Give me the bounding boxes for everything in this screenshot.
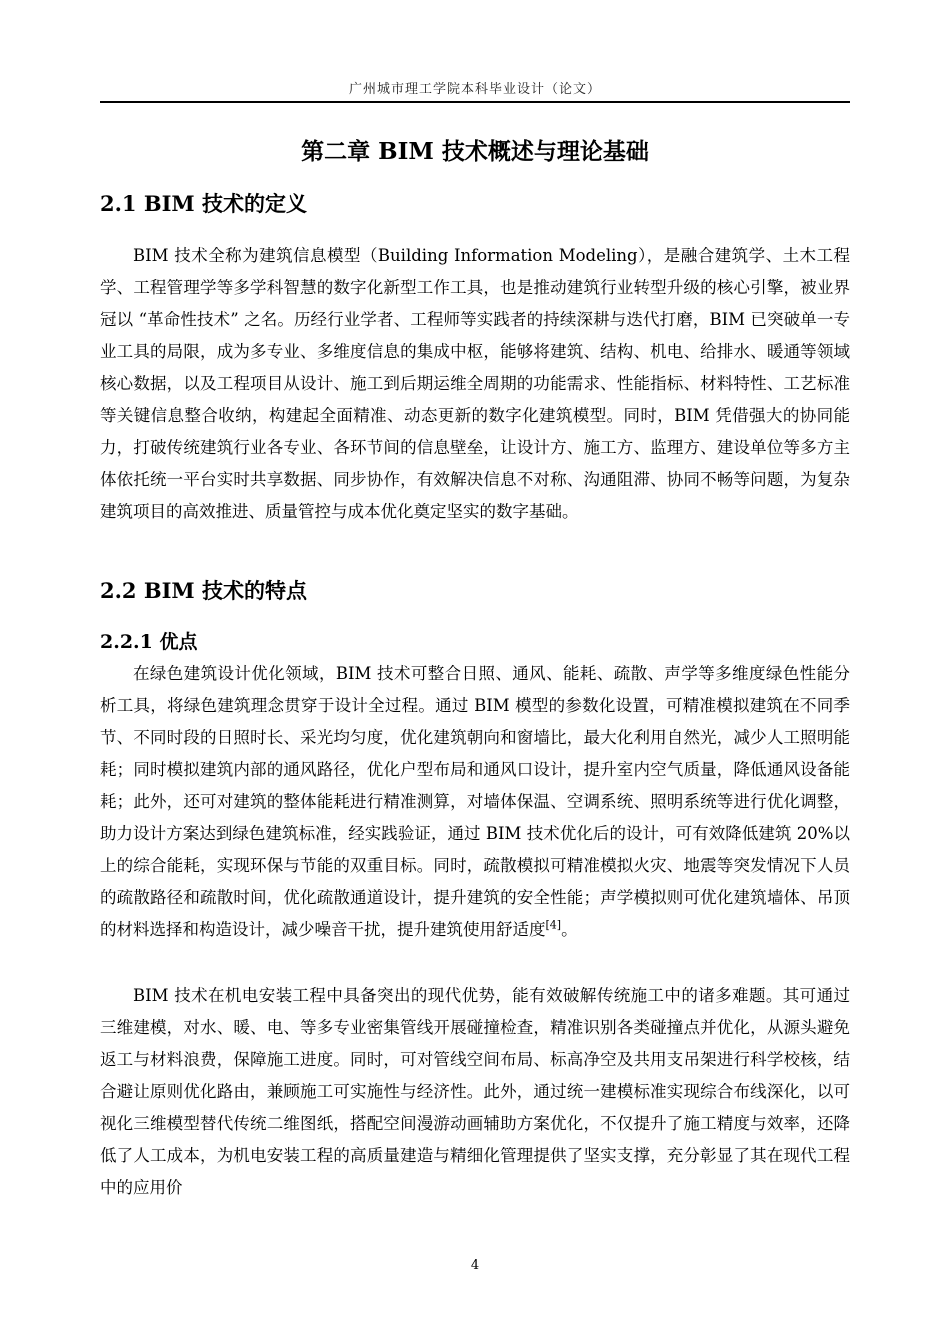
paragraph-mep-installation: BIM 技术在机电安装工程中具备突出的现代优势，能有效破解传统施工中的诸多难题。其可通过三维建模，对水、暖、电、等多专业密集管线开展碰撞检查，精准识别各类碰撞点并优化，从源头避免返工与材料浪费，保障施工进度。同时，可对管线空间布局、标高净空及共用支吊架进行科学校核，结合避让原则优化路由，兼顾施工可实施性与经济性。此外，通过统一建模标准实现综合布线深化，以可视化三维模型替代传统二维图纸，搭配空间漫游动画辅助方案优化，不仅提升了施工精度与效率，还降低了人工成本，为机电安装工程的高质量建造与精细化管理提供了坚实支撑，充分彰显了其在现代工程中的应用价 — [100, 986, 850, 1197]
chapter-title: 第二章 BIM 技术概述与理论基础 — [301, 138, 649, 165]
header-rule — [100, 101, 850, 103]
section-heading-2-2: 2.2 BIM 技术的特点 — [100, 578, 307, 603]
running-header: 广州城市理工学院本科毕业设计（论文） — [348, 82, 601, 97]
section-heading-2-1: 2.1 BIM 技术的定义 — [100, 191, 307, 216]
subsection-heading-2-2-1: 2.2.1 优点 — [100, 631, 198, 653]
paragraph-green-building-text: 在绿色建筑设计优化领域，BIM 技术可整合日照、通风、能耗、疏散、声学等多维度绿色性能分析工具，将绿色建筑理念贯穿于设计全过程。通过 BIM 模型的参数化设置，可精准模拟建筑在不同季节、不同时段的日照时长、采光均匀度，优化建筑朝向和窗墙比，最大化利用自然光，减少人工照明能耗；同时模拟建筑内部的通风路径，优化户型布局和通风口设计，提升室内空气质量，降低通风设备能耗；此外，还可对建筑的整体能耗进行精准测算，对墙体保温、空调系统、照明系统等进行优化调整，助力设计方案达到绿色建筑标准，经实践验证，通过 BIM 技术优化后的设计，可有效降低建筑 20%以上的综合能耗，实现环保与节能的双重目标。同时，疏散模拟可精准模拟火灾、地震等突发情况下人员的疏散路径和疏散时间，优化疏散通道设计，提升建筑的安全性能；声学模拟则可优化建筑墙体、吊顶的材料选择和构造设计，减少噪音干扰，提升建筑使用舒适度 — [100, 664, 850, 939]
paragraph-green-building — [100, 658, 850, 946]
paragraph-green-building-end: 。 — [561, 920, 578, 939]
paragraph-bim-definition: BIM 技术全称为建筑信息模型（Building Information Modeling），是融合建筑学、土木工程学、工程管理学等多学科智慧的数字化新型工作工具，也是推动建筑行业转型升级的核心引擎，被业界冠以 “革命性技术” 之名。历经行业学者、工程师等实践者的持续深耕与迭代打磨，BIM 已突破单一专业工具的局限，成为多专业、多维度信息的集成中枢，能够将建筑、结构、机电、给排水、暖通等领域核心数据，以及工程项目从设计、施工到后期运维全周期的功能需求、性能指标、材料特性、工艺标准等关键信息整合收纳，构建起全面精准、动态更新的数字化建筑模型。同时，BIM 凭借强大的协同能力，打破传统建筑行业各专业、各环节间的信息壁垒，让设计方、施工方、监理方、建设单位等多方主体依托统一平台实时共享数据、同步协作，有效解决信息不对称、沟通阻滞、协同不畅等问题，为复杂建筑项目的高效推进、质量管控与成本优化奠定坚实的数字基础。 — [100, 246, 850, 521]
page-number: 4 — [470, 1258, 480, 1273]
citation-reference: [4] — [545, 918, 562, 932]
